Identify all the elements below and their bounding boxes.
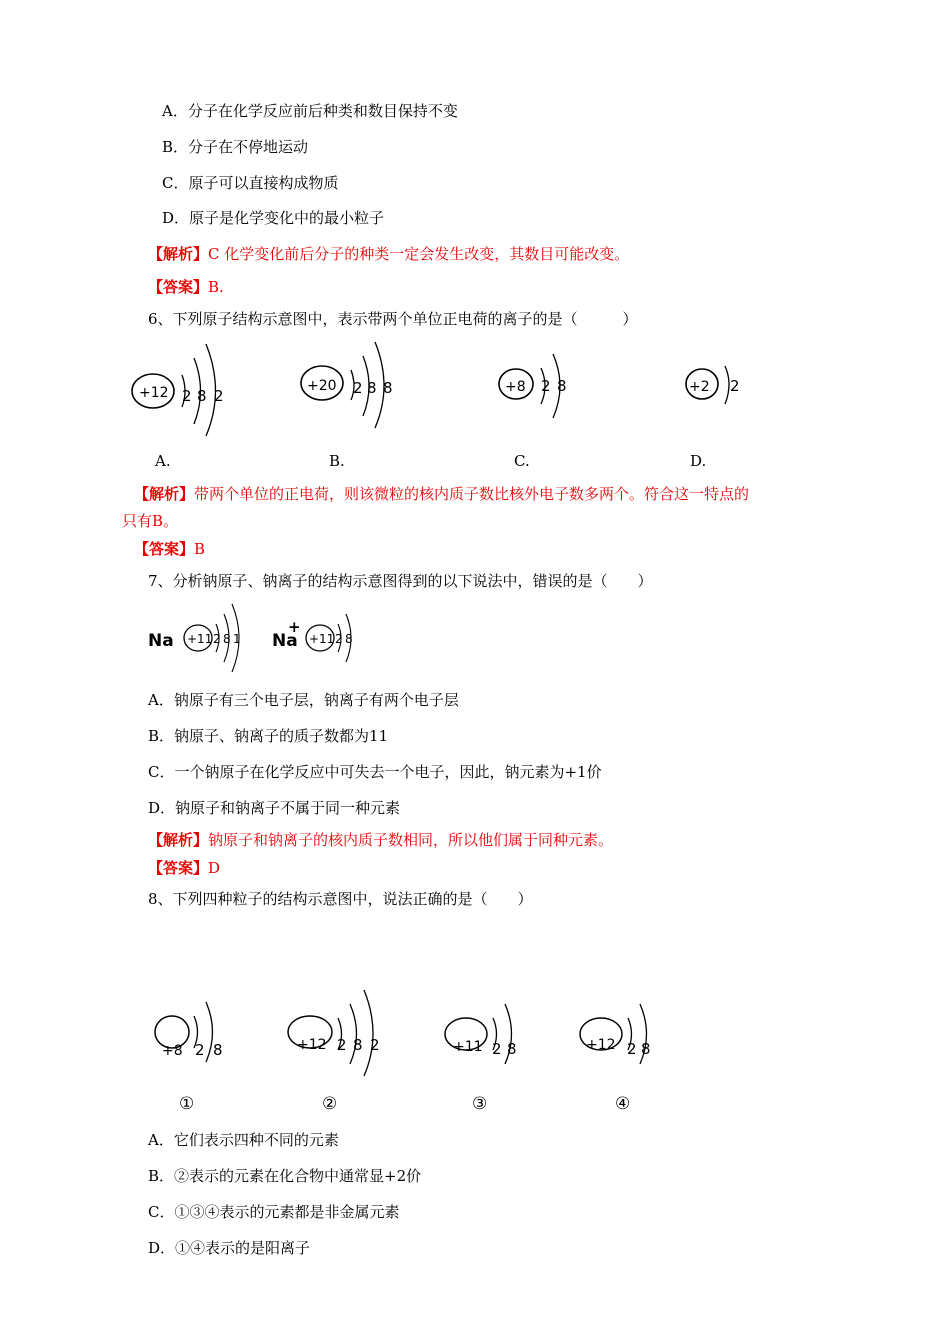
q6-label-a: A. (155, 452, 171, 470)
analysis-text: 带两个单位的正电荷，则该微粒的核内质子数比核外电子数多两个。符合这一特点的 (194, 485, 750, 503)
q7-na-atom-diagram (146, 600, 256, 680)
nucleus-label: +12 (586, 1037, 616, 1053)
electron-count: 8 (641, 1040, 651, 1058)
q5-analysis (148, 244, 629, 264)
nucleus-label: +12 (139, 385, 169, 401)
electron-count: 8 (197, 387, 207, 405)
q8-option-d: D．①④表示的是阳离子 (148, 1239, 311, 1257)
answer-text: B. (208, 278, 224, 296)
electron-count: 2 (492, 1040, 502, 1058)
q8-diagram-2 (286, 988, 396, 1078)
q7-analysis (148, 830, 613, 850)
electron-count: 8 (383, 379, 393, 397)
electron-count: 8 (353, 1036, 363, 1054)
electron-count: 2 (353, 379, 363, 397)
nucleus-label: +8 (162, 1043, 183, 1059)
electron-count: 2 (214, 387, 224, 405)
electron-count: 2 (627, 1040, 637, 1058)
electron-count: 8 (507, 1040, 517, 1058)
answer-label: 【答案】 (148, 278, 209, 296)
q6-analysis-line2: 只有B。 (122, 512, 179, 530)
electron-count: 1 (233, 632, 241, 646)
q8-diagram-3 (443, 1000, 533, 1074)
q8-option-b: B．②表示的元素在化合物中通常显+2价 (148, 1167, 422, 1185)
q6-question: 6、下列原子结构示意图中，表示带两个单位正电荷的离子的是（ ） (148, 310, 638, 328)
q5-option-a: A．分子在化学反应前后种类和数目保持不变 (162, 102, 458, 120)
q8-label-3: ③ (472, 1094, 488, 1114)
q7-option-a: A．钠原子有三个电子层，钠离子有两个电子层 (148, 691, 459, 709)
nucleus-label: +12 (297, 1037, 327, 1053)
analysis-label: 【解析】 (148, 245, 209, 263)
electron-count: 2 (337, 1036, 347, 1054)
electron-count: 8 (557, 377, 567, 395)
electron-count: 2 (213, 632, 221, 646)
q6-label-b: B. (329, 452, 345, 470)
q5-option-b: B．分子在不停地运动 (162, 138, 309, 156)
q5-option-d: D．原子是化学变化中的最小粒子 (162, 209, 385, 227)
analysis-label: 【解析】 (134, 485, 195, 503)
q8-option-c: C．①③④表示的元素都是非金属元素 (148, 1203, 400, 1221)
q6-label-d: D. (690, 452, 707, 470)
q6-diagram-b (299, 340, 409, 434)
electron-count: 2 (541, 377, 551, 395)
q6-analysis (134, 484, 749, 504)
ion-charge: + (288, 618, 301, 636)
answer-label: 【答案】 (134, 540, 195, 558)
nucleus-label: +11 (309, 632, 335, 646)
nucleus-label: +11 (187, 632, 213, 646)
q8-label-1: ① (179, 1094, 195, 1114)
answer-label: 【答案】 (148, 859, 209, 877)
electron-count: 2 (335, 632, 343, 646)
q7-na-ion-diagram (270, 606, 370, 676)
electron-count: 8 (213, 1041, 223, 1059)
electron-count: 2 (182, 387, 192, 405)
q8-option-a: A．它们表示四种不同的元素 (148, 1131, 339, 1149)
q7-question: 7、分析钠原子、钠离子的结构示意图得到的以下说法中，错误的是（ ） (148, 572, 653, 590)
q7-option-b: B．钠原子、钠离子的质子数都为11 (148, 727, 389, 745)
q7-answer (148, 858, 220, 878)
nucleus-label: +20 (307, 378, 337, 394)
q8-diagram-4 (578, 1000, 668, 1074)
electron-count: 2 (730, 377, 740, 395)
electron-count: 8 (367, 379, 377, 397)
analysis-label: 【解析】 (148, 831, 209, 849)
q8-diagram-1 (154, 998, 234, 1072)
q6-answer (134, 539, 205, 559)
q6-label-c: C. (514, 452, 530, 470)
nucleus-label: +11 (453, 1039, 483, 1055)
q6-diagram-c (497, 348, 587, 432)
answer-text: D (208, 859, 221, 877)
answer-text: B (194, 540, 206, 558)
element-symbol: Na (272, 631, 298, 651)
q6-diagram-a (130, 342, 240, 441)
q5-answer (148, 277, 224, 297)
q8-question: 8、下列四种粒子的结构示意图中，说法正确的是（ ） (148, 890, 533, 908)
q7-option-c: C．一个钠原子在化学反应中可失去一个电子，因此，钠元素为+1价 (148, 763, 602, 781)
analysis-text: C 化学变化前后分子的种类一定会发生改变，其数目可能改变。 (208, 245, 630, 263)
nucleus-label: +2 (689, 379, 710, 395)
q8-label-4: ④ (615, 1094, 631, 1114)
element-symbol: Na (148, 631, 174, 651)
electron-count: 2 (195, 1041, 205, 1059)
electron-count: 2 (370, 1036, 380, 1054)
q6-diagram-d (683, 356, 753, 420)
q8-label-2: ② (322, 1094, 338, 1114)
electron-count: 8 (345, 632, 353, 646)
electron-count: 8 (223, 632, 231, 646)
nucleus-label: +8 (505, 379, 526, 395)
analysis-text: 钠原子和钠离子的核内质子数相同，所以他们属于同种元素。 (208, 831, 614, 849)
q5-option-c: C．原子可以直接构成物质 (162, 174, 339, 192)
q7-option-d: D．钠原子和钠离子不属于同一种元素 (148, 799, 401, 817)
